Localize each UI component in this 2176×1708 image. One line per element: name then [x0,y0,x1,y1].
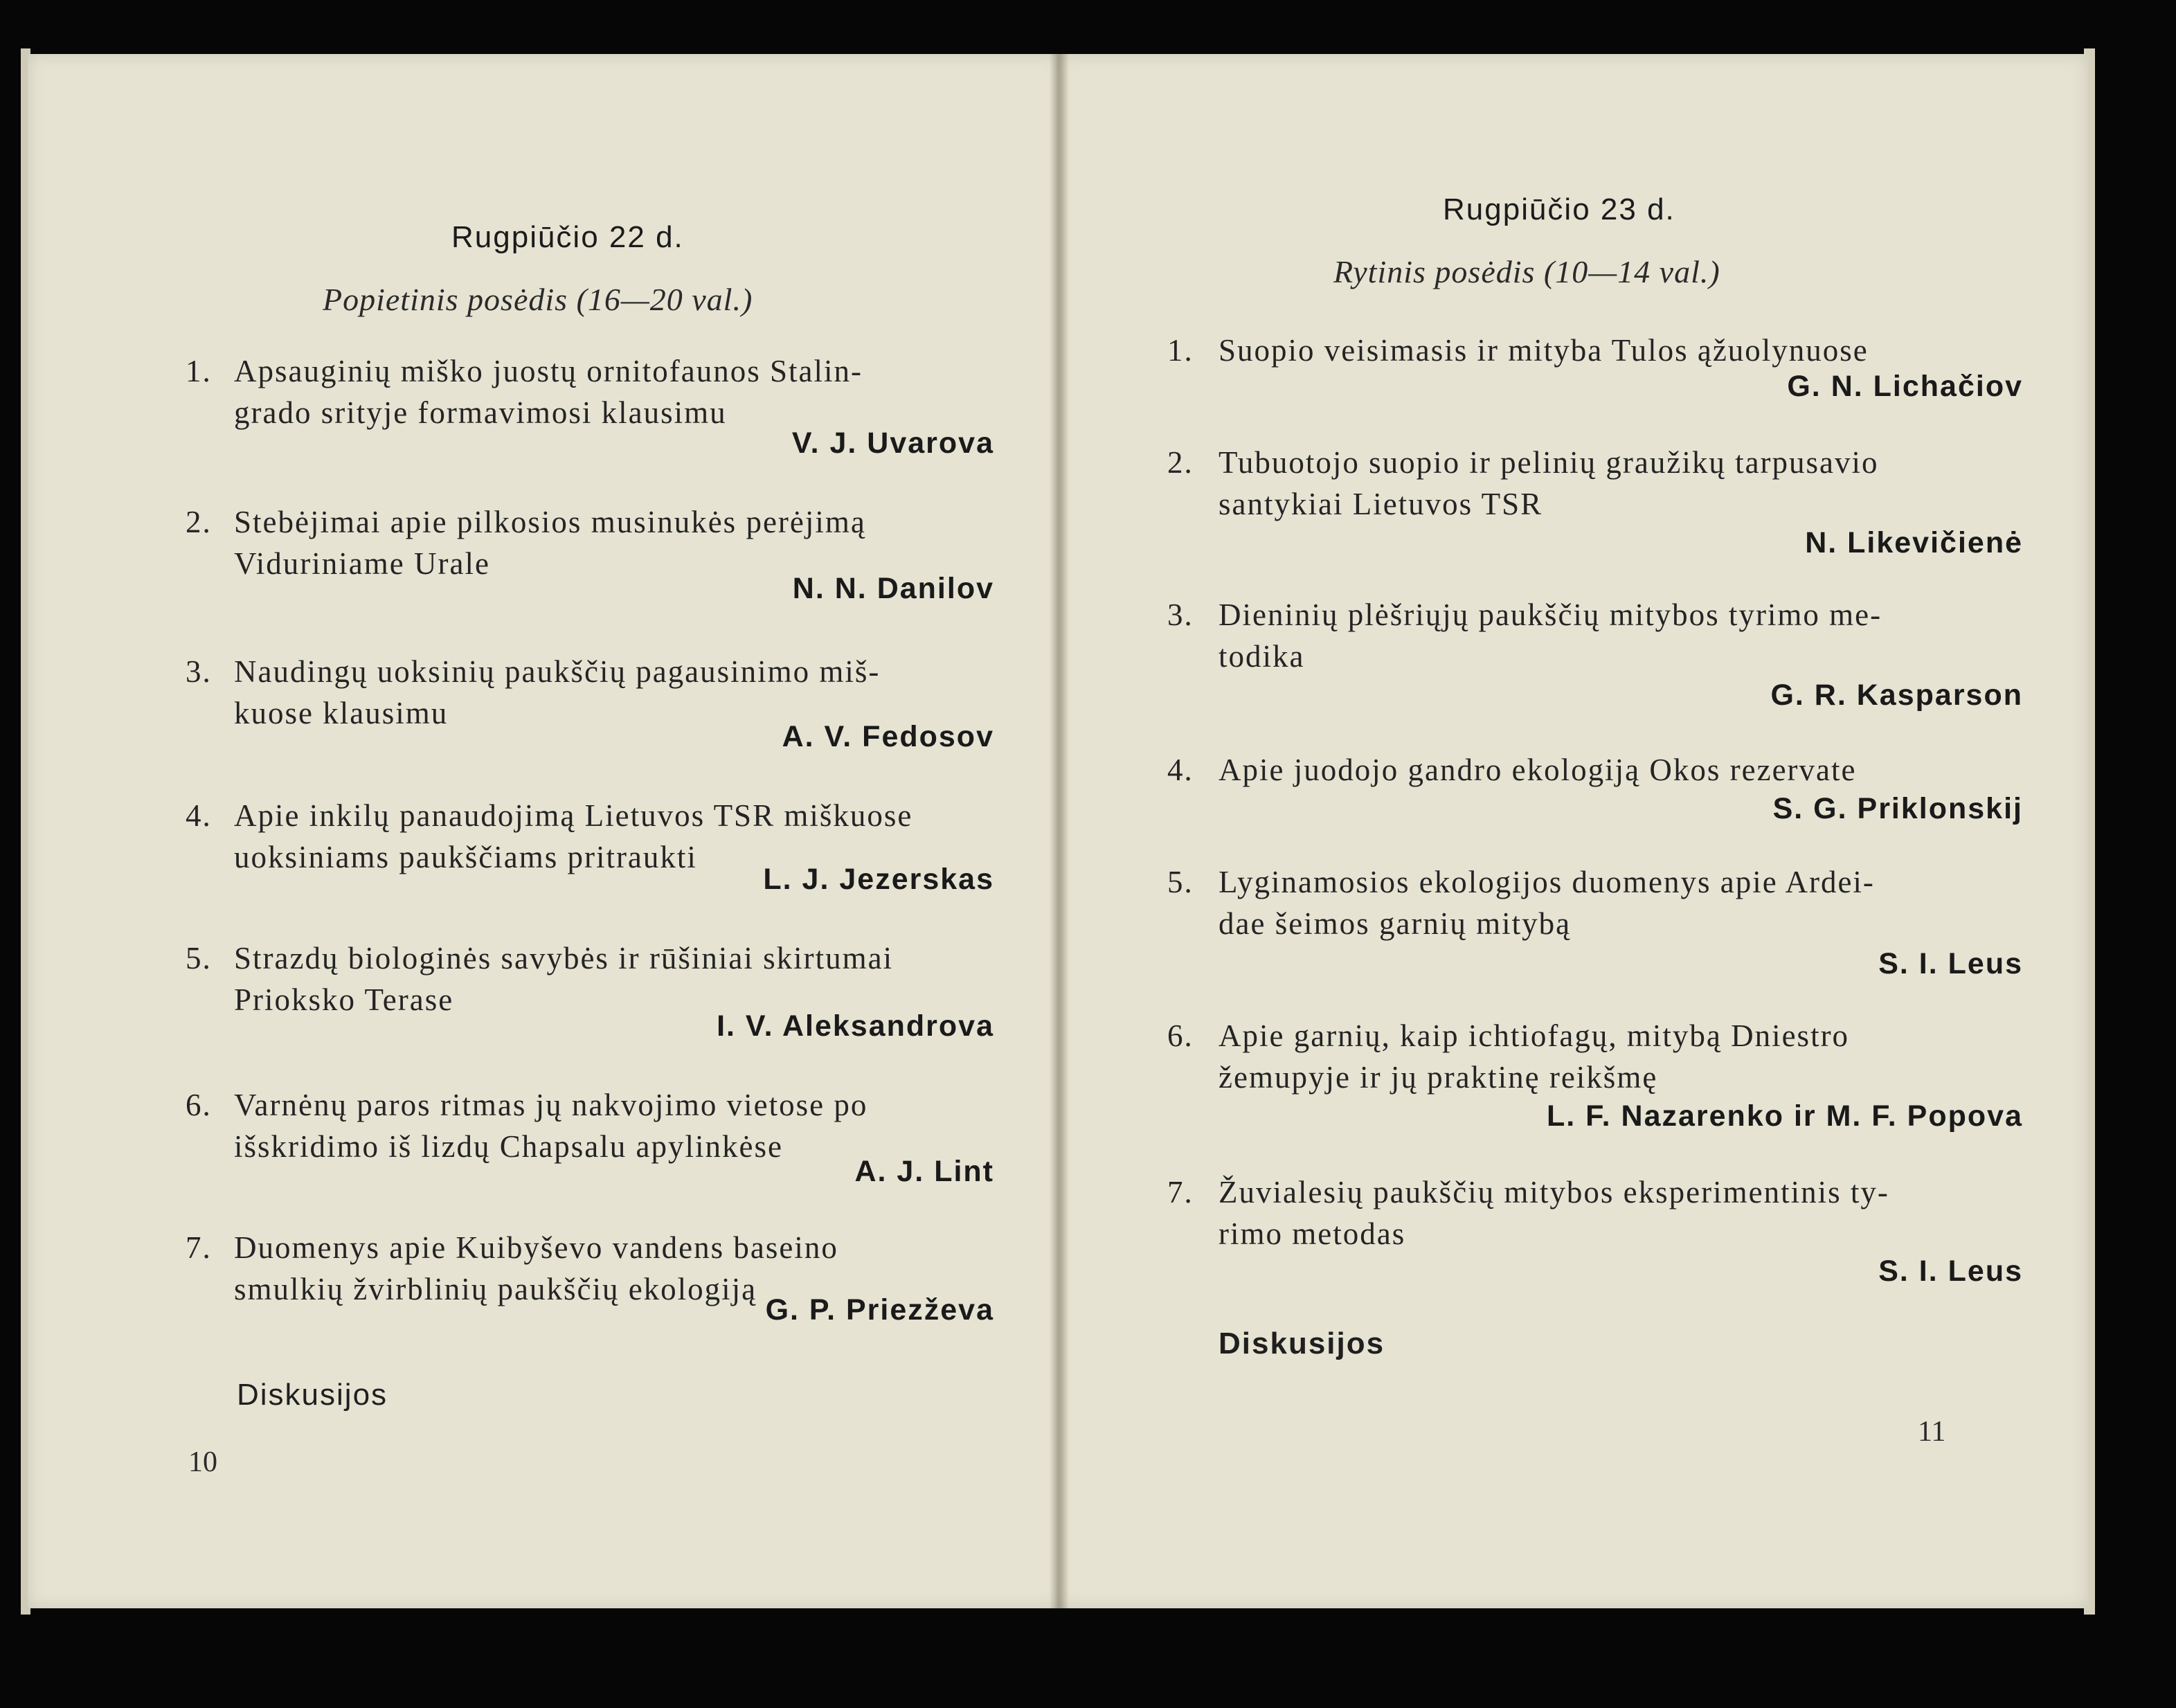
item-line: Strazdų biologinės savybės ir rūšiniai skirtumai [234,941,894,976]
item-text [234,937,996,1021]
item-line: Apsauginių miško juostų ornitofaunos Stalin- [234,354,863,388]
item-number: 3. [1167,597,1194,632]
right-page [1056,54,2088,1608]
right-page-subtitle: Rytinis posėdis (10—14 val.) [1333,254,1720,289]
item-line: Lyginamosios ekologijos duomenys apie Ardei- [1219,865,1875,899]
item-line: kuose klausimu [234,696,449,730]
item-number: 2. [1167,445,1194,480]
item-line: Naudingų uoksinių paukščių pagausinimo miš- [234,654,881,689]
left-item-4-author: L. J. Jezerskas [763,863,994,896]
item-number: 3. [186,654,212,689]
item-line: žemupyje ir jų praktinę reikšmę [1219,1060,1658,1095]
book-spine [1050,54,1069,1608]
item-line: Tubuotojo suopio ir pelinių graužikų tarpusavio [1219,445,1879,480]
right-item-4-author: S. G. Priklonskij [1772,792,2023,825]
item-line: grado srityje formavimosi klausimu [234,395,727,430]
right-page-number: 11 [1918,1416,1946,1448]
left-item-1-author: V. J. Uvarova [791,426,994,460]
item-text [1219,330,1959,371]
item-line: Stebėjimai apie pilkosios musinukės perėjimą [234,505,866,539]
item-line: išskridimo iš lizdų Chapsalu apylinkėse [234,1129,783,1164]
item-number: 4. [186,798,212,833]
right-item-2-author: N. Likevičienė [1805,526,2023,559]
item-line: Prioksko Terase [234,982,454,1017]
item-line: Žuvialesių paukščių mitybos eksperimentinis ty- [1219,1175,1889,1210]
left-item-2-author: N. N. Danilov [792,572,994,605]
left-discussion: Diskusijos [237,1378,388,1412]
item-line: Dieninių plėšriųjų paukščių mitybos tyrimo me- [1219,597,1882,632]
item-line: dae šeimos garnių mitybą [1219,906,1572,941]
left-item-5-author: I. V. Aleksandrova [717,1009,994,1043]
item-number: 6. [1167,1018,1194,1053]
right-item-3-author: G. R. Kasparson [1770,678,2023,712]
item-line: rimo metodas [1219,1216,1406,1251]
right-page-title: Rugpiūčio 23 d. [1443,192,1675,226]
item-text [1219,594,1959,677]
item-number: 6. [186,1088,212,1122]
item-line: Suopio veisimasis ir mityba Tulos ąžuolynuose [1219,333,1869,368]
item-text [1219,749,1959,791]
item-line: uoksiniams paukščiams pritraukti [234,840,697,874]
item-number: 5. [1167,865,1194,899]
right-item-5-author: S. I. Leus [1878,947,2023,980]
left-page-subtitle: Popietinis posėdis (16—20 val.) [323,282,753,317]
item-number: 2. [186,505,212,539]
right-item-6-author: L. F. Nazarenko ir M. F. Popova [1546,1099,2023,1133]
left-page-title: Rugpiūčio 22 d. [451,220,684,254]
item-number: 1. [1167,333,1194,368]
item-number: 5. [186,941,212,976]
item-line: Viduriniame Urale [234,546,490,581]
right-item-1-author: G. N. Lichačiov [1787,370,2023,403]
item-number: 1. [186,354,212,388]
item-line: Duomenys apie Kuibyševo vandens baseino [234,1230,838,1265]
item-line: santykiai Lietuvos TSR [1219,487,1543,521]
left-item-6-author: A. J. Lint [854,1155,994,1188]
item-line: Apie juodojo gandro ekologiją Okos rezervate [1219,753,1857,787]
left-item-3-author: A. V. Fedosov [782,720,994,753]
right-item-7-author: S. I. Leus [1878,1255,2023,1288]
item-text [1219,442,1959,525]
item-number: 7. [1167,1175,1194,1210]
item-line: Apie garnių, kaip ichtiofagų, mitybą Dniestro [1219,1018,1850,1053]
item-text [1219,1171,1959,1255]
left-page [28,54,1063,1608]
right-discussion: Diskusijos [1219,1327,1385,1360]
item-line: smulkių žvirblinių paukščių ekologiją [234,1272,757,1306]
item-number: 4. [1167,753,1194,787]
left-page-number: 10 [188,1446,217,1478]
left-item-7-author: G. P. Priezževa [765,1293,994,1327]
item-line: Apie inkilų panaudojimą Lietuvos TSR miškuose [234,798,913,833]
item-text [1219,861,1959,944]
item-text [234,350,996,433]
item-line: Varnėnų paros ritmas jų nakvojimo vietose po [234,1088,868,1122]
item-number: 7. [186,1230,212,1265]
item-line: todika [1219,639,1305,674]
item-text [1219,1015,1959,1098]
